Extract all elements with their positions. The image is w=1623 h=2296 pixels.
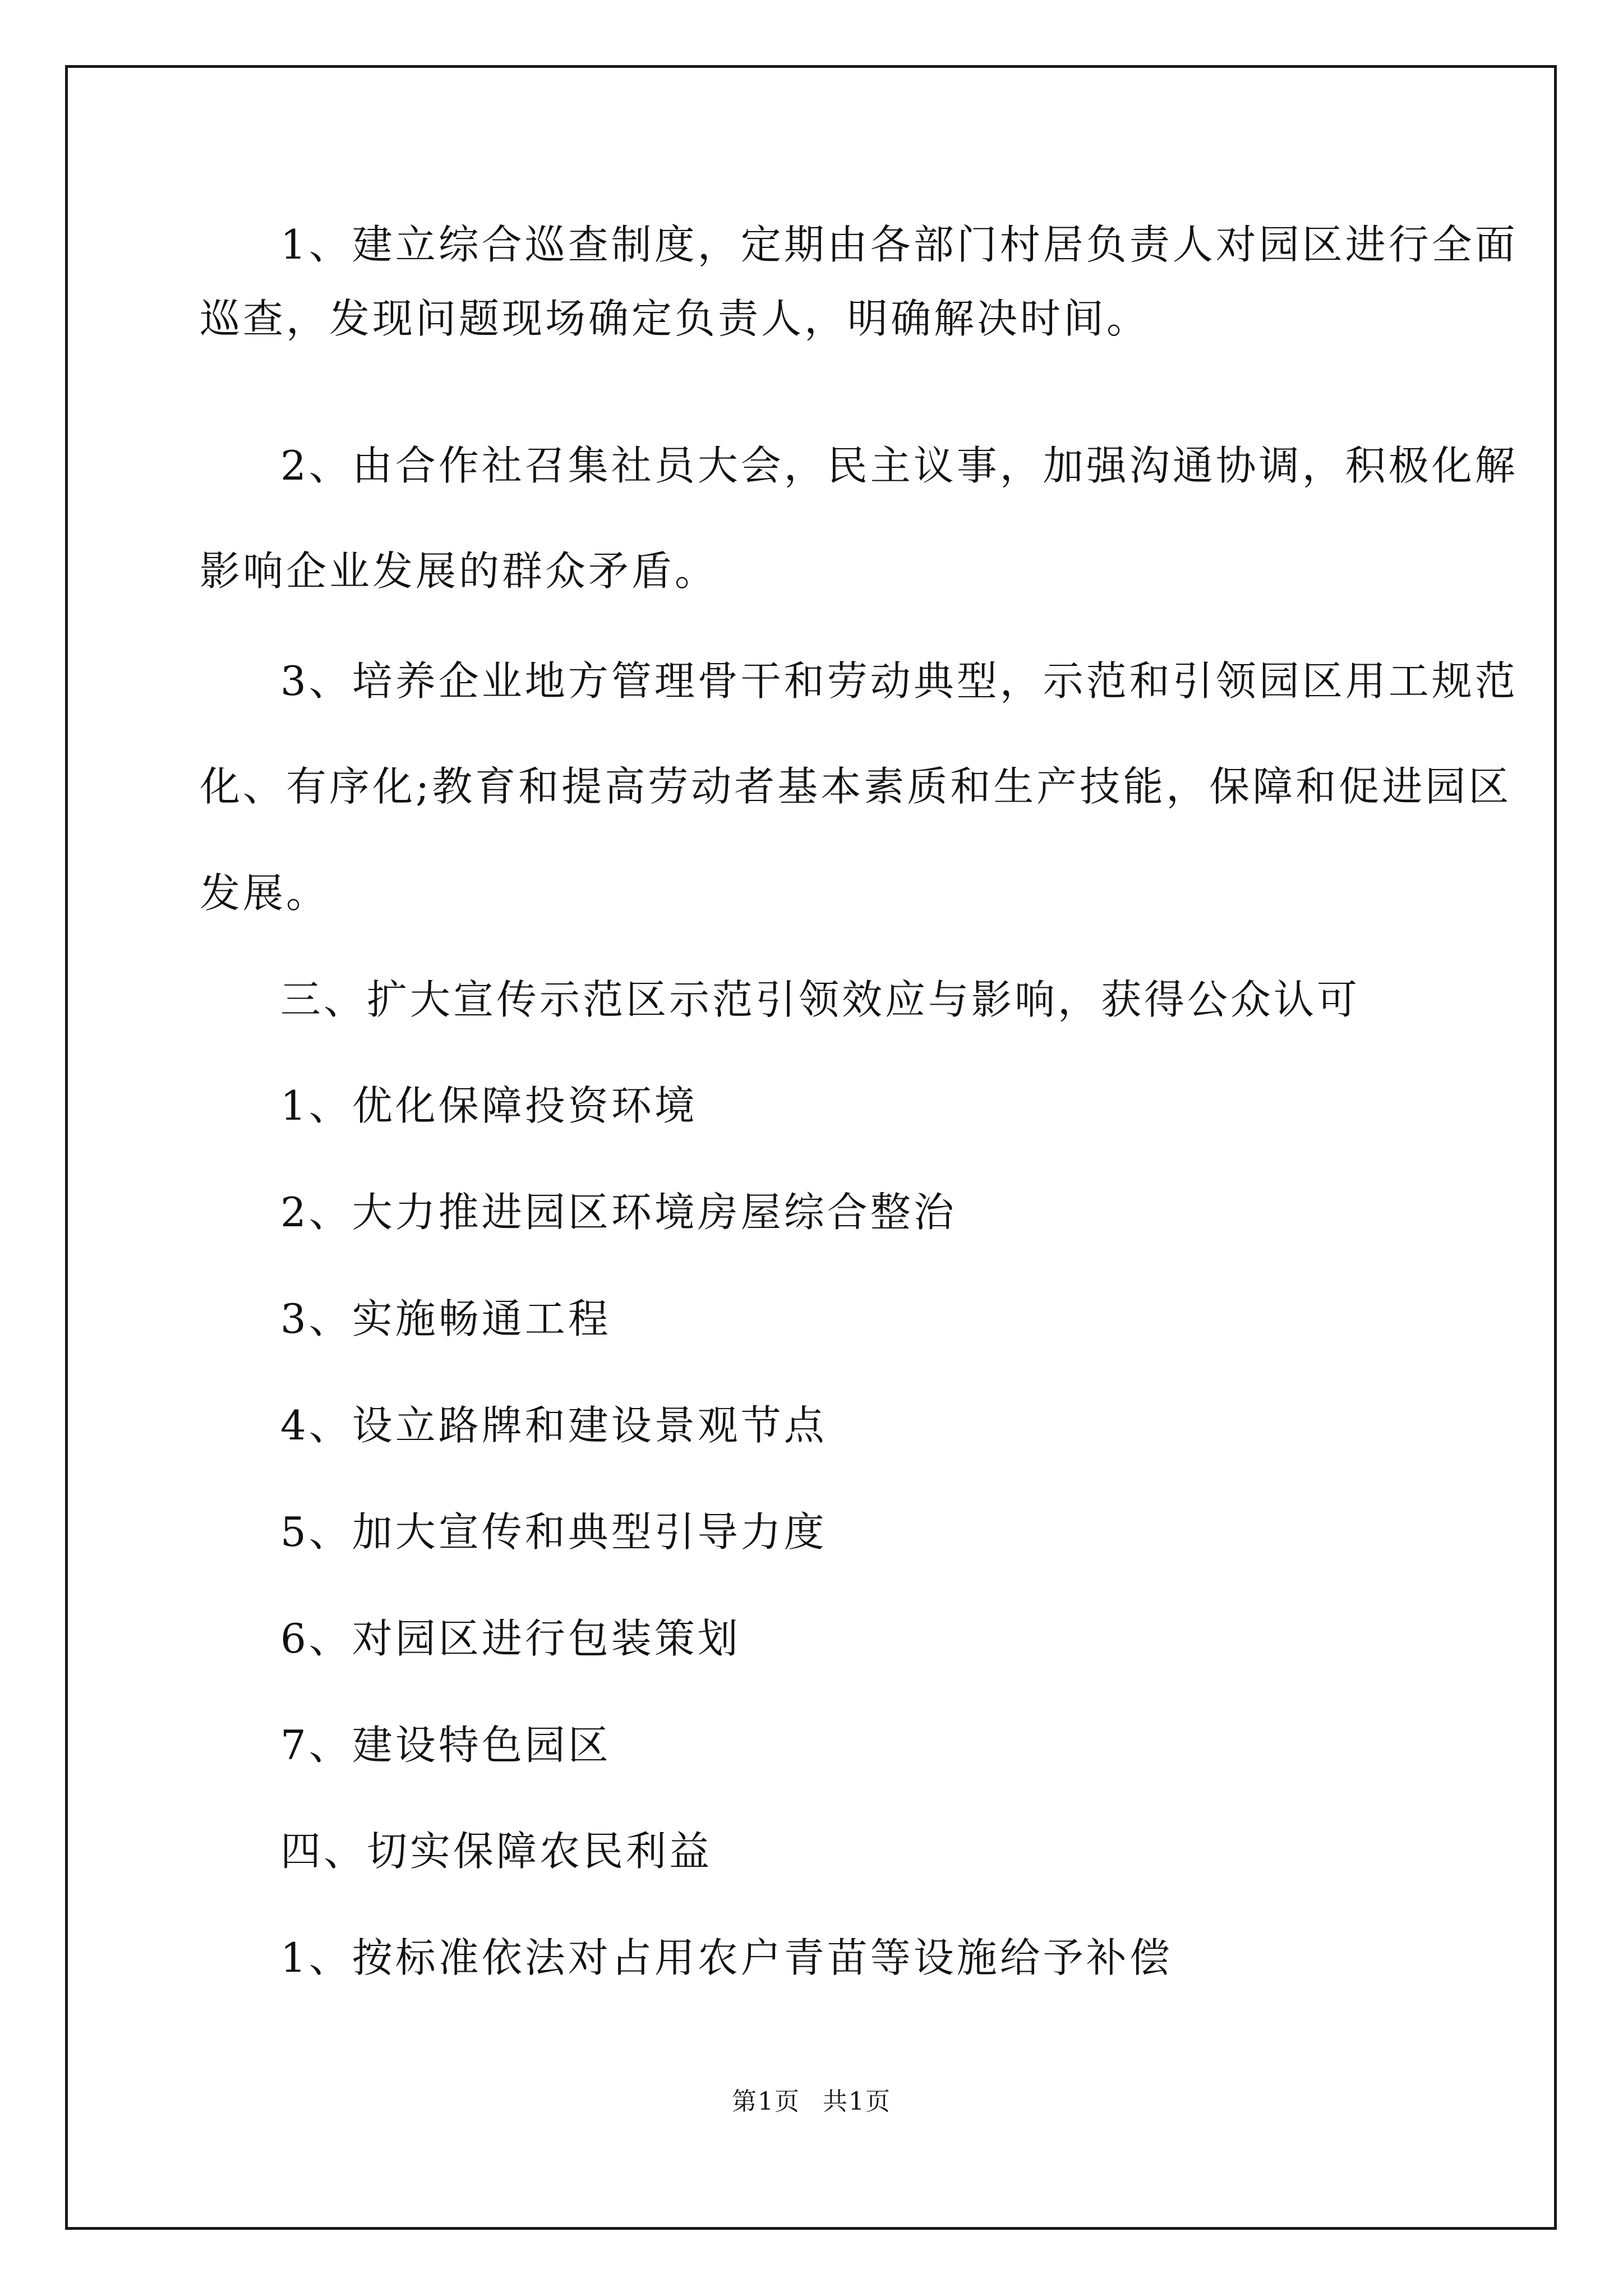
list-item-1: 1、优化保障投资环境	[280, 1082, 698, 1129]
list-item-2: 2、大力推进园区环境房屋综合整治	[280, 1189, 957, 1236]
list-item-6: 6、对园区进行包装策划	[280, 1615, 741, 1662]
list-item-compensation: 1、按标准依法对占用农户青苗等设施给予补偿	[280, 1934, 1173, 1981]
list-item-3: 3、实施畅通工程	[280, 1295, 611, 1342]
page-footer	[0, 2081, 1623, 2117]
section-heading-4: 四、切实保障农民利益	[280, 1828, 713, 1875]
page-total: 共1页	[823, 2087, 891, 2116]
paragraph-line-1: 1、建立综合巡查制度，定期由各部门村居负责人对园区进行全面	[280, 221, 1518, 268]
page-number: 第1页	[732, 2087, 800, 2116]
paragraph-line-6: 化、有序化;教育和提高劳动者基本素质和生产技能，保障和促进园区	[200, 763, 1512, 810]
page-border	[65, 65, 1557, 2230]
list-item-7: 7、建设特色园区	[280, 1722, 611, 1769]
list-item-4: 4、设立路牌和建设景观节点	[280, 1402, 827, 1449]
paragraph-line-7: 发展。	[200, 869, 330, 917]
list-item-5: 5、加大宣传和典型引导力度	[280, 1508, 827, 1556]
section-heading-3: 三、扩大宣传示范区示范引领效应与影响，获得公众认可	[280, 976, 1361, 1023]
paragraph-line-2: 巡查，发现问题现场确定负责人，明确解决时间。	[200, 295, 1150, 342]
paragraph-line-3: 2、由合作社召集社员大会，民主议事，加强沟通协调，积极化解	[280, 442, 1518, 489]
paragraph-line-5: 3、培养企业地方管理骨干和劳动典型，示范和引领园区用工规范	[280, 657, 1518, 705]
paragraph-line-4: 影响企业发展的群众矛盾。	[200, 547, 718, 595]
